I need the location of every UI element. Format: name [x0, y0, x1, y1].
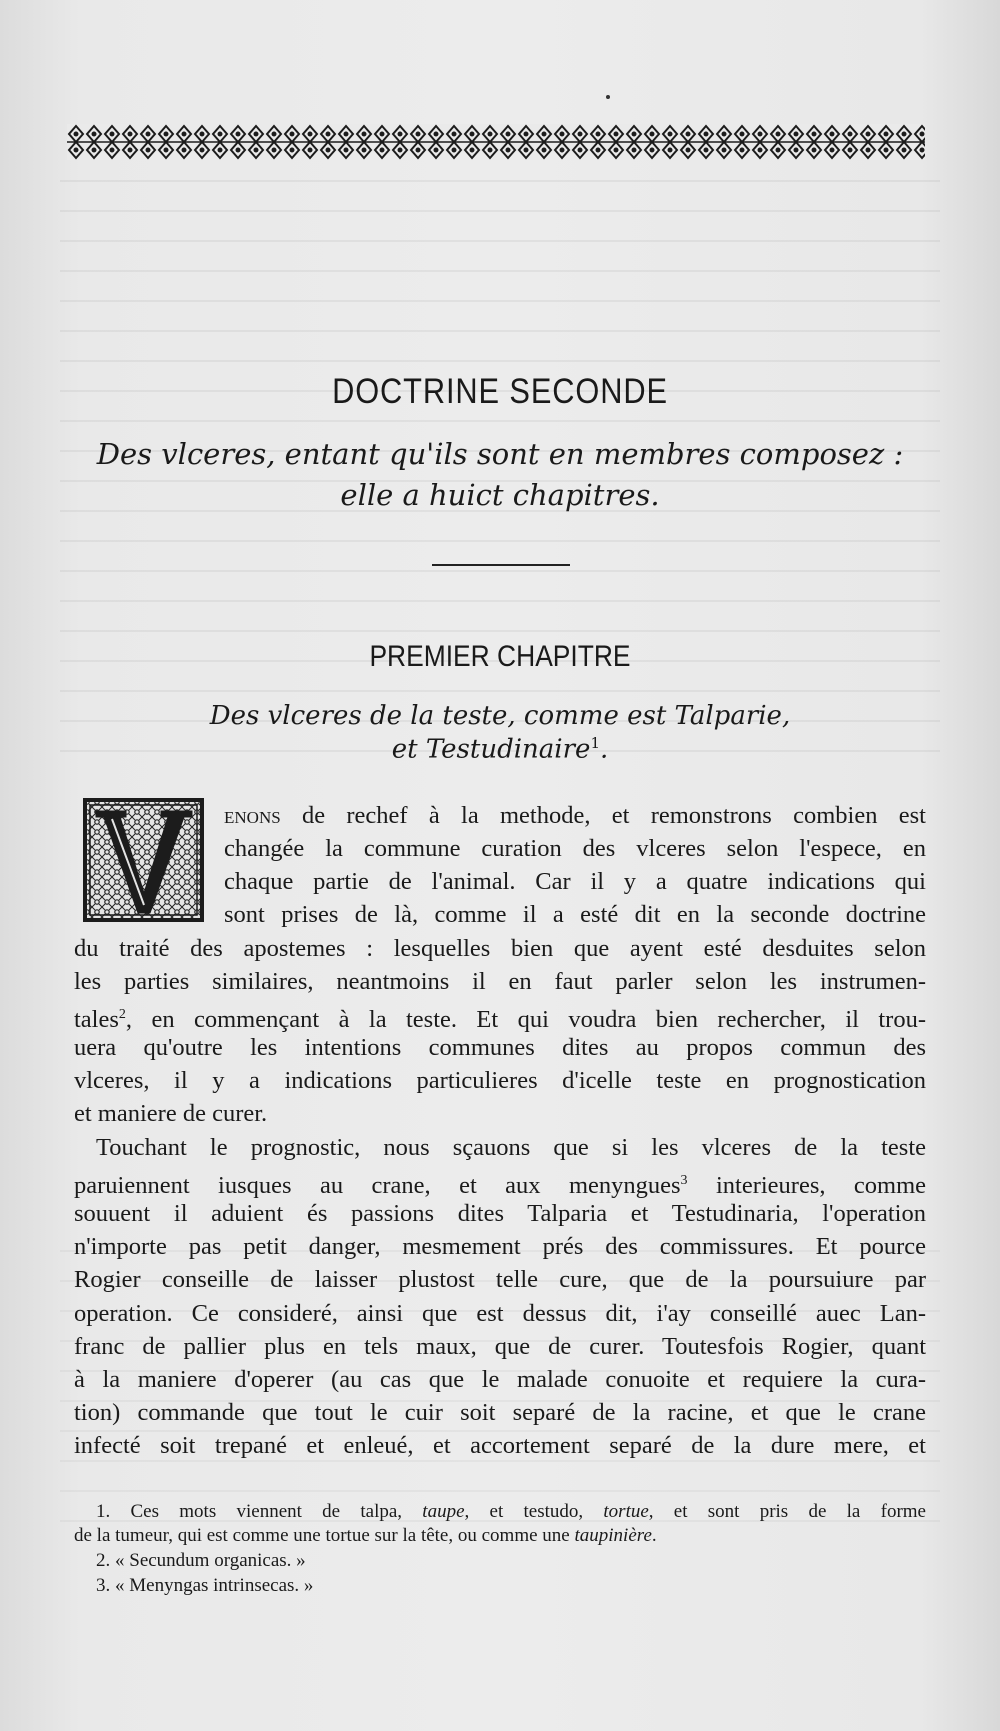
- first-word-rest: enons: [224, 802, 281, 829]
- body-line-7-a: tales: [74, 1006, 119, 1034]
- body-line-17: franc de pallier plus en tels maux, que de curer. Toutesfois Rogier, quant: [74, 1333, 926, 1360]
- body-line-2: changée la commune curation des vlceres selon l'espece, en: [224, 835, 926, 862]
- body-line-8: uera qu'outre les intentions communes dites au propos commun des: [74, 1034, 926, 1061]
- chapter-title: PREMIER CHAPITRE: [369, 640, 631, 673]
- footnote-1-text-a: Ces mots viennent de talpa,: [110, 1501, 423, 1522]
- chapter-subtitle-line1: Des vlceres de la teste, comme est Talparie,: [209, 701, 791, 731]
- footnote-3: 3. « Menyngas intrinsecas. »: [96, 1575, 314, 1596]
- doctrine-title: DOCTRINE SECONDE: [332, 372, 668, 411]
- footnote-1-text-d: tortue: [603, 1501, 649, 1522]
- body-line-5: du traité des apostemes : lesquelles bien que ayent esté desduites selon: [74, 935, 926, 962]
- body-line-18: à la maniere d'operer (au cas que le malade conuoite et requiere la cura-: [74, 1366, 926, 1393]
- body-line-15: Rogier conseille de laisser plustost telle cure, que de la poursuiure par: [74, 1266, 926, 1293]
- footnote-ref-2: 2: [118, 1007, 126, 1022]
- body-line-14: n'importe pas petit danger, mesmement prés des commissures. Et pource: [74, 1233, 926, 1260]
- body-line-6: les parties similaires, neantmoins il en faut parler selon les instrumen-: [74, 968, 926, 995]
- footnote-1-line2-a: de la tumeur, qui est comme une tortue sur la tête, ou comme une: [74, 1525, 575, 1546]
- body-line-3: chaque partie de l'animal. Car il y a quatre indications qui: [224, 868, 926, 895]
- footnote-1-line1: [96, 1500, 926, 1523]
- section-divider: [432, 564, 570, 566]
- drop-cap-initial-v: [82, 797, 205, 923]
- footnote-1-number: 1.: [96, 1501, 111, 1522]
- footnote-1-line2-b: taupinière: [574, 1525, 652, 1546]
- body-line-16: operation. Ce consideré, ainsi que est dessus dit, i'ay conseillé auec Lan-: [74, 1300, 926, 1327]
- body-line-10: et maniere de curer.: [74, 1100, 268, 1127]
- body-line-19: tion) commande que tout le cuir soit separé de la racine, et que le crane: [74, 1399, 926, 1426]
- ornament-band: [67, 124, 925, 160]
- body-line-20: infecté soit trepané et enleué, et accortement separé de la dure mere, et: [74, 1432, 926, 1459]
- body-line-4: sont prises de là, comme il a esté dit en la seconde doctrine: [224, 901, 926, 928]
- footnote-1-text-e: , et sont pris de la forme: [648, 1501, 926, 1522]
- footnote-1-text-b: taupe: [422, 1501, 465, 1522]
- chapter-subtitle-line2: [0, 734, 1000, 765]
- doctrine-subtitle-line2: elle a huict chapitres.: [340, 478, 660, 512]
- body-line-11: Touchant le prognostic, nous sçauons que si les vlceres de la teste: [96, 1134, 926, 1161]
- body-line-13: souuent il aduient és passions dites Talparia et Testudinaria, l'operation: [74, 1200, 926, 1227]
- chapter-subtitle-end: .: [599, 734, 609, 765]
- stray-mark: [606, 95, 610, 99]
- body-line-12-a: paruiennent iusques au crane, et aux menyngues: [74, 1172, 681, 1200]
- body-line-12-b: interieures, comme: [687, 1172, 926, 1200]
- footnote-1-line2-c: .: [651, 1525, 657, 1546]
- footnote-ref-3: 3: [680, 1173, 688, 1188]
- footnote-1-text-c: , et testudo,: [464, 1501, 604, 1522]
- footnote-2: 2. « Secundum organicas. »: [96, 1550, 306, 1571]
- footnote-ref-1: 1: [590, 734, 600, 752]
- body-line-7-b: , en commençant à la teste. Et qui voudra bien rechercher, il trou-: [125, 1006, 926, 1034]
- doctrine-subtitle-line1: Des vlceres, entant qu'ils sont en membres composez :: [96, 437, 904, 471]
- body-line-1-text: de rechef à la methode, et remonstrons combien est: [280, 802, 926, 829]
- body-line-9: vlceres, il y a indications particulieres d'icelle teste en prognostication: [74, 1067, 926, 1094]
- footnote-1-line2: [74, 1524, 657, 1547]
- body-line-1: [224, 799, 926, 832]
- chapter-subtitle-line2-text: et Testudinaire: [391, 734, 591, 765]
